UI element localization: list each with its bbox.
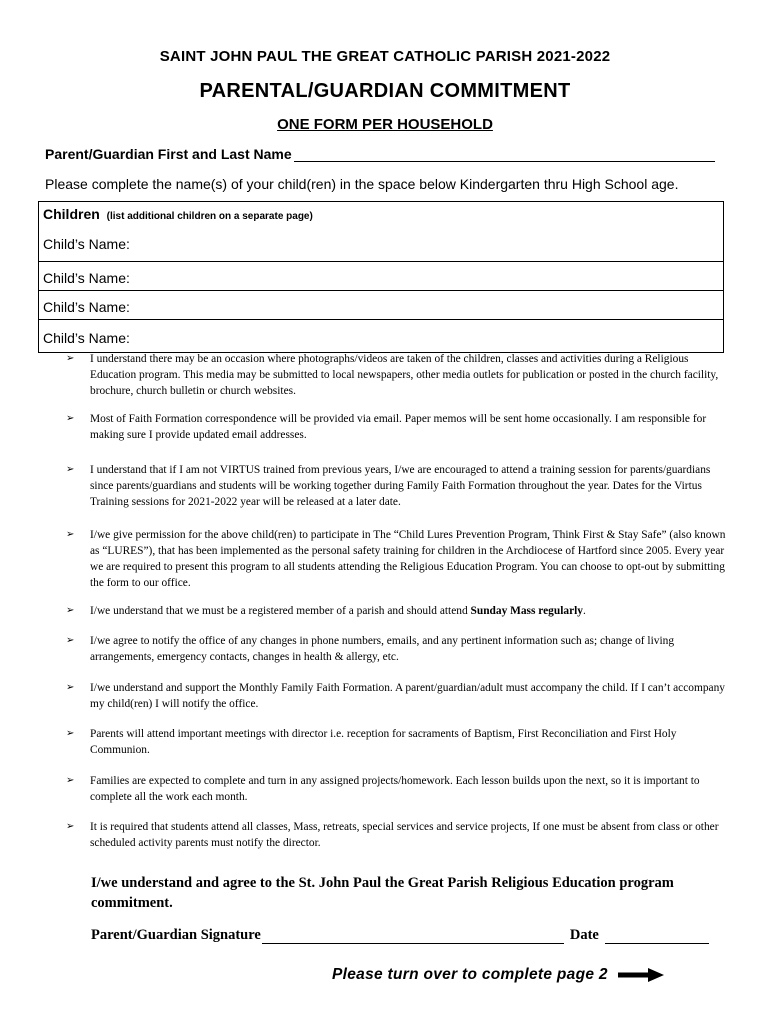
- arrow-bullet-icon: ➢: [66, 682, 75, 693]
- commitment-item: [66, 633, 730, 680]
- turn-over-text: Please turn over to complete page 2: [332, 966, 608, 983]
- arrow-bullet-icon: ➢: [66, 529, 75, 540]
- arrow-bullet-icon: ➢: [66, 353, 75, 364]
- date-input[interactable]: [605, 928, 709, 944]
- form-title: PARENTAL/GUARDIAN COMMITMENT: [199, 80, 571, 102]
- commitment-text: I/we understand and support the Monthly Family Faith Formation. A parent/guardian/adult must accompany the child. If I can’t accompany my child(ren) I will notify the office.: [90, 682, 725, 710]
- sunday-mass-emphasis: Sunday Mass regularly: [470, 605, 583, 617]
- arrow-bullet-icon: ➢: [66, 821, 75, 832]
- signature-label: Parent/Guardian Signature: [91, 927, 261, 943]
- children-header-row: [39, 202, 723, 261]
- commitment-text: I understand that if I am not VIRTUS trained from previous years, I/we are encouraged to attend a training session for parents/guardians since parents/guardians and students will be working together during Family Faith Formation throughout the year. Dates for the Virtus Training sessions for 2021-2022 year will be released at a later date.: [90, 464, 711, 508]
- commitment-item: [66, 351, 730, 411]
- commitment-item: [66, 773, 730, 819]
- commitment-text: I understand there may be an occasion where photographs/videos are taken of the children, classes and activities during a Religious Education program. This media may be submitted to local newspapers, other media outlets for publication or posted in the church facility, brochure, church bulletin or church websites.: [90, 353, 719, 397]
- guardian-name-label: Parent/Guardian First and Last Name: [45, 146, 292, 162]
- commitment-item: [66, 411, 730, 462]
- child-name-field[interactable]: Child’s Name:: [39, 261, 723, 290]
- parish-title: SAINT JOHN PAUL THE GREAT CATHOLIC PARISH 2021-2022: [159, 48, 611, 65]
- commitment-text: I/we agree to notify the office of any changes in phone numbers, emails, and any pertinent information such as; change of living arrangements, emergency contacts, changes in health & allergy, etc.: [90, 635, 675, 663]
- signature-input[interactable]: [262, 928, 564, 944]
- arrow-bullet-icon: ➢: [66, 775, 75, 786]
- children-header-note: (list additional children on a separate page): [106, 211, 313, 222]
- turn-over-note: [332, 966, 664, 984]
- guardian-name-input[interactable]: [294, 147, 715, 162]
- commitment-text: Parents will attend important meetings with director i.e. reception for sacraments of Baptism, First Reconciliation and First Holy Communion.: [90, 728, 677, 756]
- arrow-bullet-icon: ➢: [66, 635, 75, 646]
- children-table: [38, 201, 724, 353]
- commitment-text: I/we understand that we must be a registered member of a parish and should attend: [90, 605, 468, 617]
- commitment-text: It is required that students attend all classes, Mass, retreats, special services and service projects, If one must be absent from class or other scheduled activity parents must notify the director.: [90, 821, 719, 849]
- right-arrow-icon: [618, 968, 664, 982]
- commitment-item: [66, 527, 730, 603]
- commitment-text: Most of Faith Formation correspondence will be provided via email. Paper memos will be sent home occasionally. I am responsible for making sure I provide updated email addresses.: [90, 413, 707, 441]
- signature-row: [91, 927, 715, 944]
- commitment-list: [66, 351, 730, 853]
- child-name-field[interactable]: Child’s Name:: [39, 290, 723, 319]
- child-name-field[interactable]: Child’s Name:: [43, 236, 130, 252]
- commitment-text: Families are expected to complete and turn in any assigned projects/homework. Each lesson builds upon the next, so it is important to complete all the work each month.: [90, 775, 700, 803]
- commitment-text: I/we give permission for the above child(ren) to participate in The “Child Lures Prevention Program, Think First & Stay Safe” (also known as “LURES”), that has been implemented as the personal safety training for children in the Archdiocese of Hartford since 2005. Every year we are required to present this program to all students attending the Religious Education Program. You can choose to opt-out by submitting the form to our office.: [90, 529, 726, 589]
- instructions: Please complete the name(s) of your child(ren) in the space below Kindergarten thru High School age.: [45, 176, 679, 192]
- guardian-name-row: [45, 146, 715, 162]
- date-label: Date: [569, 927, 599, 943]
- form-subtitle: ONE FORM PER HOUSEHOLD: [277, 116, 493, 133]
- commitment-item: [66, 680, 730, 726]
- child-name-field[interactable]: Child’s Name:: [39, 319, 723, 352]
- arrow-bullet-icon: ➢: [66, 605, 75, 616]
- children-header: Children: [43, 206, 100, 222]
- commitment-item: [66, 726, 730, 773]
- arrow-bullet-icon: ➢: [66, 413, 75, 424]
- agreement-statement: I/we understand and agree to the St. John Paul the Great Parish Religious Education program commitment.: [91, 875, 674, 911]
- arrow-bullet-icon: ➢: [66, 728, 75, 739]
- arrow-bullet-icon: ➢: [66, 464, 75, 475]
- commitment-item: ➢ I/we understand that we must be a registered member of a parish and should attend Sunday Mass regularly.: [66, 605, 586, 617]
- commitment-item: [66, 462, 730, 527]
- commitment-item: [66, 819, 730, 853]
